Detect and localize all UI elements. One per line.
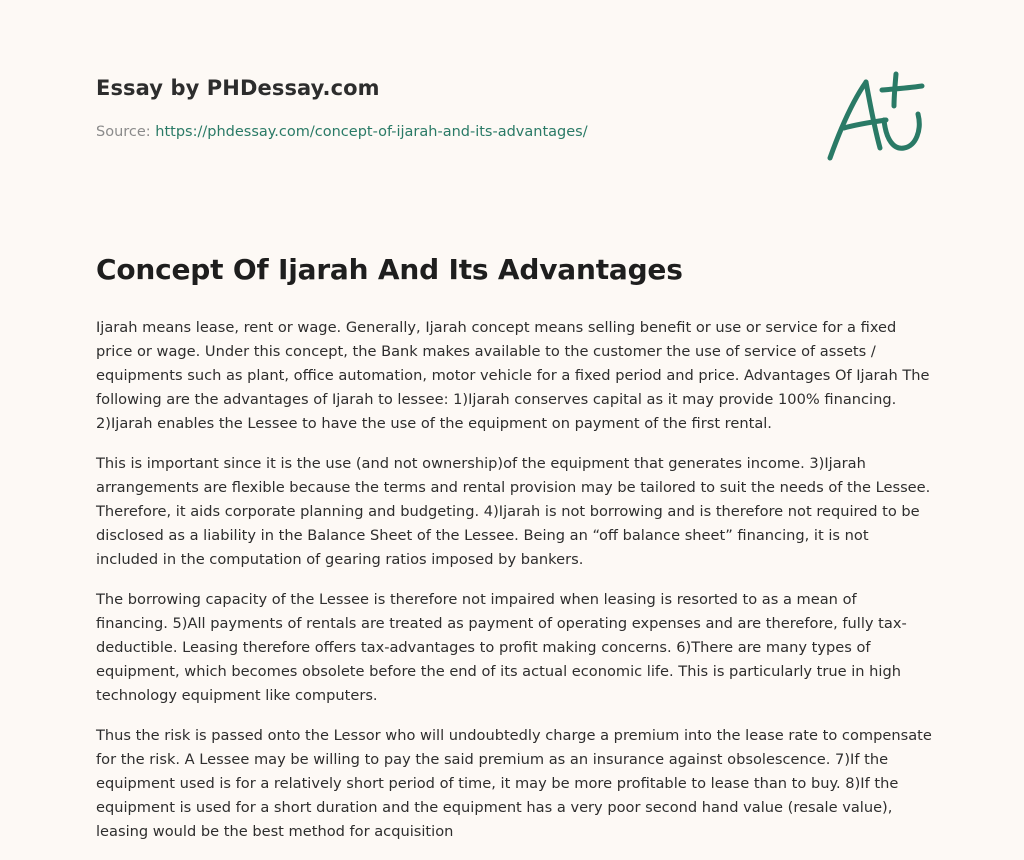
article-title: Concept Of Ijarah And Its Advantages	[96, 253, 683, 286]
source-link[interactable]: https://phdessay.com/concept-of-ijarah-and-its-advantages/	[155, 124, 588, 140]
source-label: Source:	[96, 124, 151, 140]
article-paragraph: This is important since it is the use (and not ownership)of the equipment that generates income. 3)Ijarah arrangements are flexible because the terms and rental provision may be tailored to suit the needs of the Lessee. Therefore, it aids corporate planning and budgeting. 4)Ijarah is not borrowing and is therefore not required to be disclosed as a liability in the Balance Sheet of the Lessee. Being an “off balance sheet” financing, it is not included in the computation of gearing ratios imposed by bankers.	[96, 455, 931, 568]
a-plus-grade-icon	[822, 70, 928, 166]
site-name: Essay by PHDessay.com	[96, 76, 380, 100]
source-line	[96, 124, 588, 140]
article-paragraph: Ijarah means lease, rent or wage. Generally, Ijarah concept means selling benefit or use or service for a fixed price or wage. Under this concept, the Bank makes available to the customer the use of service of assets / equipments such as plant, office automation, motor vehicle for a fixed period and price. Advantages Of Ijarah The following are the advantages of Ijarah to lessee: 1)Ijarah conserves capital as it may provide 100% financing. 2)Ijarah enables the Lessee to have the use of the equipment on payment of the first rental.	[96, 319, 930, 432]
article-paragraph: The borrowing capacity of the Lessee is therefore not impaired when leasing is resorted to as a mean of financing. 5)All payments of rentals are treated as payment of operating expenses and are therefore, fully tax-deductible. Leasing therefore offers tax-advantages to profit making concerns. 6)There are many types of equipment, which becomes obsolete before the end of its actual economic life. This is particularly true in high technology equipment like computers.	[96, 591, 907, 704]
article-paragraph: Thus the risk is passed onto the Lessor who will undoubtedly charge a premium into the lease rate to compensate for the risk. A Lessee may be willing to pay the said premium as an insurance against obsolescence. 7)If the equipment used is for a relatively short period of time, it may be more profitable to lease than to buy. 8)If the equipment is used for a short duration and the equipment has a very poor second hand value (resale value), leasing would be the best method for acquisition	[96, 727, 932, 840]
article-body	[96, 316, 932, 860]
